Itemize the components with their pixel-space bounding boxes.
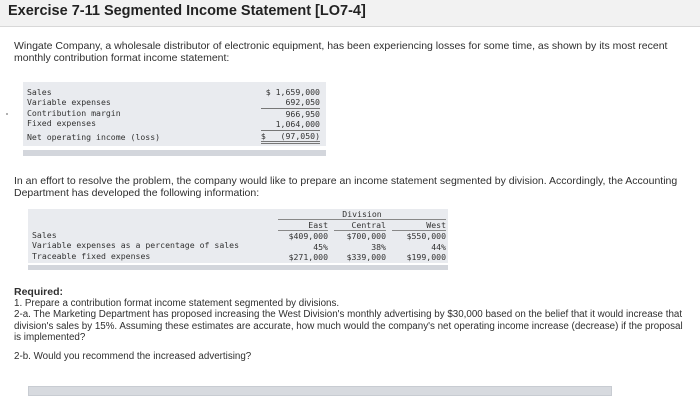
row-label-contribution-margin: Contribution margin: [27, 107, 121, 118]
cell-central-traceable-fixed: $339,000: [346, 252, 386, 263]
cell-east-traceable-fixed: $271,000: [288, 252, 328, 263]
row-label-division-sales: Sales: [32, 230, 57, 240]
intro-paragraph: Wingate Company, a wholesale distributor of electronic equipment, has been experiencing losses for some time, as shown by its most recent monthly contribution format income statement:: [14, 40, 668, 64]
row-label-traceable-fixed: Traceable fixed expenses: [32, 250, 151, 261]
cell-central-sales: $700,000: [346, 231, 386, 242]
column-east: [278, 220, 328, 263]
required-heading: Required:: [14, 286, 64, 298]
income-statement-table: [23, 82, 326, 146]
division-table: [28, 209, 448, 263]
division-row-labels: [32, 230, 239, 261]
column-header-east: East: [278, 220, 328, 231]
table-separator: [23, 150, 326, 156]
value-net-operating-income: $ (97,050): [261, 130, 320, 144]
required-section: [14, 287, 690, 362]
column-header-west: West: [392, 220, 446, 231]
cell-west-variable-pct: 44%: [431, 241, 446, 252]
cell-east-sales: $409,000: [288, 231, 328, 242]
row-label-sales: Sales: [27, 87, 52, 97]
title-bar: [0, 0, 700, 27]
cell-west-traceable-fixed: $199,000: [406, 252, 446, 263]
value-variable-expenses: 692,050: [285, 97, 320, 108]
transition-paragraph: In an effort to resolve the problem, the company would like to prepare an income statement segmented by division. Accordingly, the Accounting Department has developed the following information:: [14, 175, 678, 199]
row-label-variable-pct: Variable expenses as a percentage of sales: [32, 240, 240, 251]
division-table-separator: [28, 265, 448, 270]
exercise-title: Exercise 7-11 Segmented Income Statement [LO7-4]: [8, 3, 366, 19]
question-1: 1. Prepare a contribution format income statement segmented by divisions.: [14, 298, 340, 310]
cell-central-variable-pct: 38%: [371, 241, 386, 252]
stray-dot: [6, 113, 8, 115]
division-group-header: Division: [278, 209, 446, 220]
cell-east-variable-pct: 45%: [313, 241, 328, 252]
question-2a: 2-a. The Marketing Department has proposed increasing the West Division's monthly advertising by $30,000 based on the belief that it would increase that division's sales by 15%. Assuming these estimates are accurate, how much would the company's net operating income increase (decrease) if the proposal is implemented?: [14, 309, 683, 343]
column-header-central: Central: [334, 220, 386, 231]
row-label-net-operating-income: Net operating income (loss): [27, 131, 161, 142]
value-contribution-margin: 966,950: [261, 108, 320, 119]
row-label-fixed-expenses: Fixed expenses: [27, 118, 97, 129]
column-central: [334, 220, 386, 263]
question-2b: 2-b. Would you recommend the increased advertising?: [14, 351, 252, 363]
income-statement-labels: [27, 87, 160, 142]
cell-west-sales: $550,000: [406, 231, 446, 242]
income-statement-values: [261, 87, 320, 144]
value-fixed-expenses: 1,064,000: [275, 119, 320, 130]
row-label-variable-expenses: Variable expenses: [27, 97, 111, 108]
answer-input-bar[interactable]: [28, 386, 612, 396]
value-sales: $ 1,659,000: [265, 87, 320, 97]
column-west: [392, 220, 446, 263]
